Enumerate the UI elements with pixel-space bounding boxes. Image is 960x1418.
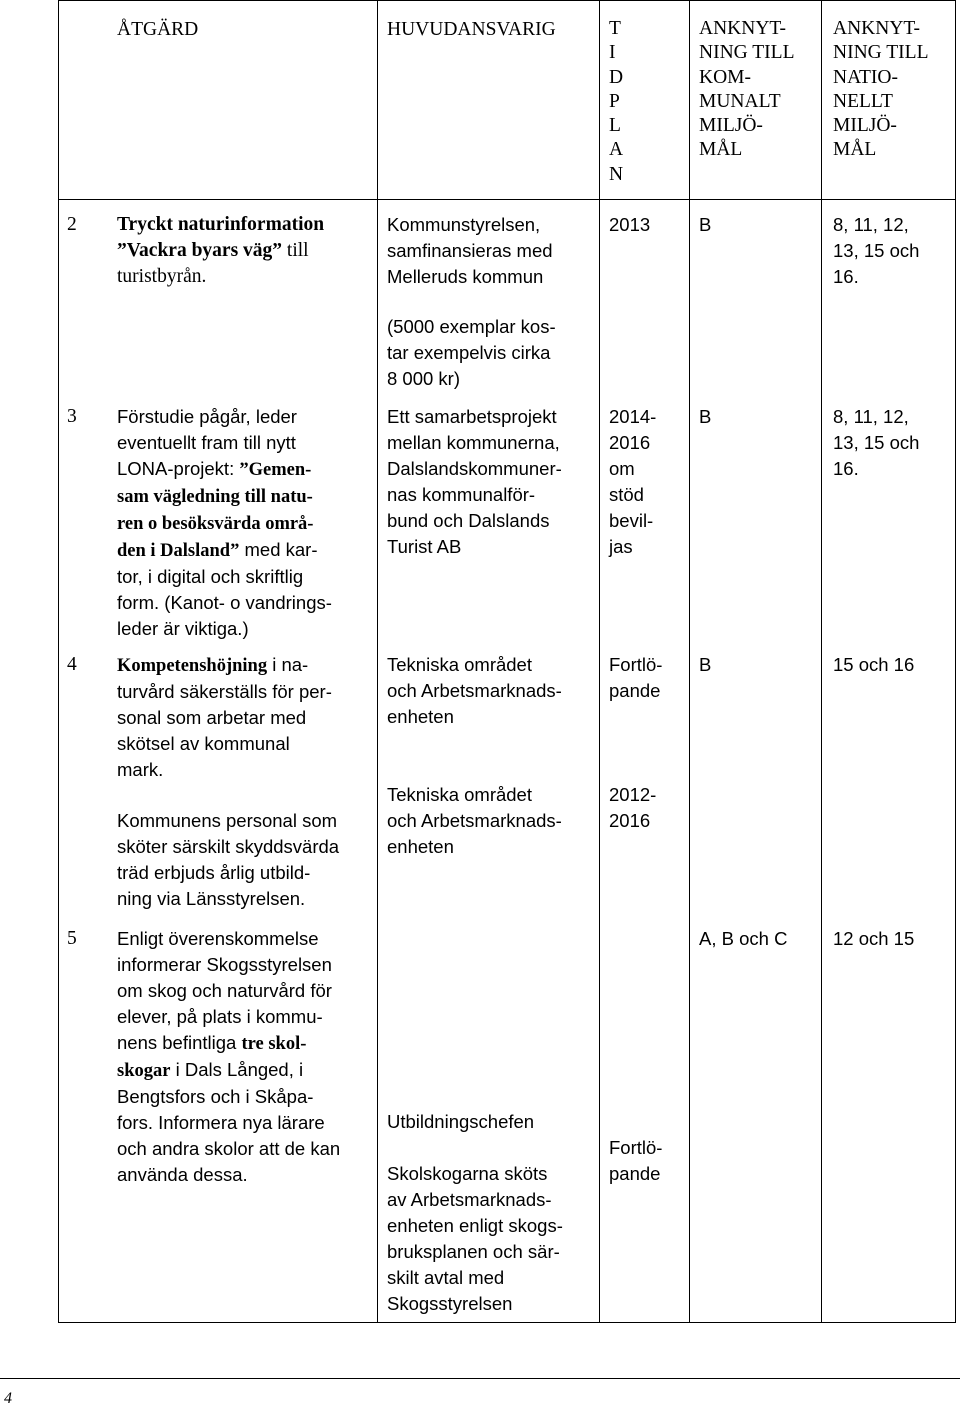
atgard-part: med kar- tor, i digital och skriftlig form. (Kanot- o vandrings- leder är viktiga.) (117, 539, 332, 639)
header-atgard: ÅTGÄRD (117, 19, 199, 40)
column-divider-ansvar (377, 0, 378, 1323)
atgard-part: Enligt överenskommelse informerar Skogsstyrelsen om skog och naturvård för elever, på plats i kommu- nens befintliga (117, 928, 332, 1053)
atgard-rest: till turistbyrån. (117, 240, 309, 287)
atgard-text (117, 212, 372, 290)
atgard-part: i Dals Långed, i Bengtsfors och i Skåpa- fors. Informera nya lärare och andra skolor att de kan använda dessa. (117, 1059, 341, 1185)
page-number: 4 (4, 1390, 12, 1407)
ansvar-text-2: Tekniska området och Arbetsmarknads- enheten (387, 784, 562, 857)
ansvar-text-2: Skolskogarna sköts av Arbetsmarknads- enheten enligt skogs- bruksplanen och sär- skilt avtal med Skogsstyrelsen (387, 1163, 563, 1314)
header-huvudansvarig: HUVUDANSVARIG (387, 19, 556, 40)
nationellt-value: 8, 11, 12, 13, 15 och 16. (833, 406, 920, 479)
nationellt-value: 15 och 16 (833, 654, 915, 675)
header-tidplan: T I D P L A N (609, 18, 624, 185)
ansvar-text: Kommunstyrelsen, samfinansieras med Melleruds kommun (387, 214, 553, 287)
row-number: 5 (67, 928, 77, 949)
atgard-rest: i na- turvård säkerställs för per- sonal som arbetar med skötsel av kommunal mark. (117, 654, 332, 780)
column-divider-kommunalt (689, 0, 690, 1323)
table-border-right (955, 0, 956, 1323)
ansvar-text: Utbildningschefen (387, 1111, 535, 1132)
row-number: 4 (67, 654, 77, 675)
kommunalt-value: B (699, 654, 712, 675)
tidplan-value: Fortlö- pande (609, 654, 663, 701)
column-divider-nationellt (821, 0, 822, 1323)
atgard-text (117, 926, 375, 1188)
atgard-text (117, 404, 375, 642)
nationellt-value: 12 och 15 (833, 928, 915, 949)
ansvar-text: Tekniska området och Arbetsmarknads- enheten (387, 654, 562, 727)
tidplan-value: 2013 (609, 214, 651, 235)
atgard-text (117, 652, 375, 783)
row-number: 3 (67, 406, 77, 427)
header-kommunalt-miljomal: ANKNYT- NING TILL KOM- MUNALT MILJÖ- MÅL (699, 18, 795, 161)
header-nationellt-miljomal: ANKNYT- NING TILL NATIO- NELLT MILJÖ- MÅL (833, 18, 929, 161)
atgard-bold: Tryckt naturinformation ”Vackra byars väg” (117, 214, 325, 261)
footer-rule (0, 1378, 960, 1379)
ansvar-note: (5000 exemplar kos- tar exempelvis cirka 8 000 kr) (387, 316, 556, 389)
atgard-text-2: Kommunens personal som sköter särskilt skyddsvärda träd erbjuds årlig utbild- ning via Länsstyrelsen. (117, 810, 340, 909)
column-divider-tid (599, 0, 600, 1323)
ansvar-text: Ett samarbetsprojekt mellan kommunerna, Dalslandskommuner- nas kommunalför- bund och Dalslands Turist AB (387, 406, 562, 557)
atgard-bold: tre skol- skogar (117, 1034, 307, 1081)
row-number: 2 (67, 214, 77, 235)
kommunalt-value: A, B och C (699, 928, 788, 949)
kommunalt-value: B (699, 406, 712, 427)
tidplan-value: 2014- 2016 om stöd bevil- jas (609, 406, 657, 557)
atgard-bold: ”Gemen- sam vägledning till natu- ren o besöksvärda områ- den i Dalsland” (117, 460, 314, 561)
kommunalt-value: B (699, 214, 712, 235)
table-border-left (58, 0, 59, 1323)
atgard-bold: Kompetenshöjning (117, 656, 268, 676)
atgard-part: Förstudie pågår, leder eventuellt fram till nytt LONA-projekt: (117, 406, 297, 479)
tidplan-value-2: 2012- 2016 (609, 784, 657, 831)
nationellt-value: 8, 11, 12, 13, 15 och 16. (833, 214, 920, 287)
tidplan-value: Fortlö- pande (609, 1137, 663, 1184)
